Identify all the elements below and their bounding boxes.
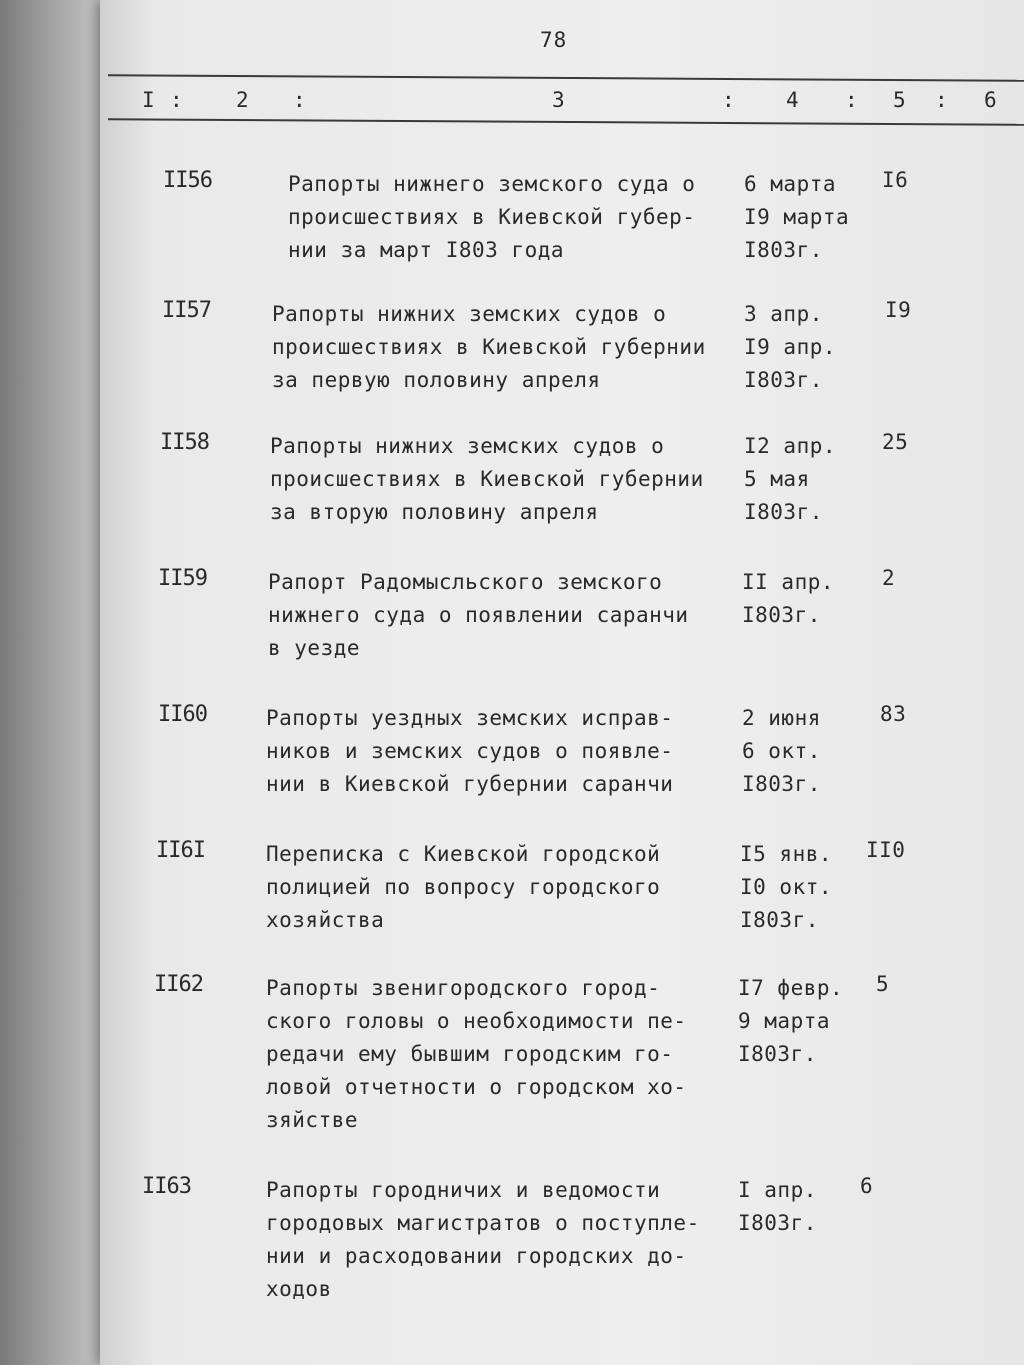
entry-number: II6I: [156, 838, 205, 863]
entry-sheet-count: II0: [866, 838, 906, 862]
entry-number: II57: [162, 298, 211, 323]
entry-title: Переписка с Киевской городской полицией по вопросу городского хозяйства: [266, 842, 661, 932]
entry-dates: I апр. I803г.: [738, 1178, 817, 1235]
column-separator: :: [170, 88, 183, 112]
entry-dates: 6 марта I9 марта I803г.: [744, 172, 850, 262]
entry-sheet-count: 2: [882, 566, 896, 590]
column-header-5: 5: [893, 88, 906, 112]
entry-title: Рапорты городничих и ведомости городовых магистратов о поступле- нии и расходовании городских до- ходов: [266, 1178, 700, 1301]
entry-sheet-count: I9: [885, 298, 912, 322]
entry-dates: I7 февр. 9 марта I803г.: [738, 976, 844, 1066]
entry-number: II63: [142, 1174, 191, 1199]
column-header-1: I: [142, 88, 155, 112]
entry-title: Рапорты нижнего земского суда о происшествиях в Киевской губер- нии за март I803 года: [288, 172, 696, 262]
entry-title: Рапорты нижних земских судов о происшествиях в Киевской губернии за вторую половину апреля: [270, 434, 704, 524]
entry-dates: I2 апр. 5 мая I803г.: [744, 434, 837, 524]
column-header-row: [0, 88, 1024, 120]
book-gutter: [0, 0, 110, 1365]
entry-number: II58: [160, 430, 209, 455]
entry-sheet-count: 83: [880, 702, 907, 726]
entry-number: II60: [158, 702, 207, 727]
entry-title: Рапорты уездных земских исправ- ников и земских судов о появле- нии в Киевской губернии саранчи: [266, 706, 674, 796]
entry-number: II56: [163, 168, 212, 193]
column-header-4: 4: [786, 88, 799, 112]
column-header-3: 3: [552, 88, 565, 112]
entry-sheet-count: I6: [882, 168, 909, 192]
column-separator: :: [845, 88, 858, 112]
entry-dates: 3 апр. I9 апр. I803г.: [744, 302, 837, 392]
column-header-2: 2: [236, 88, 249, 112]
entry-dates: 2 июня 6 окт. I803г.: [742, 706, 821, 796]
column-separator: :: [935, 88, 948, 112]
entry-title: Рапорт Радомысльского земского нижнего суда о появлении саранчи в уезде: [268, 570, 689, 660]
column-header-6: 6: [984, 88, 997, 112]
entry-title: Рапорты звенигородского город- ского головы о необходимости пе- редачи ему бывшим городским го- ловой отчетности о городском хо- зяйстве: [266, 976, 687, 1132]
column-separator: :: [722, 88, 735, 112]
entry-sheet-count: 25: [882, 430, 909, 454]
entry-dates: I5 янв. I0 окт. I803г.: [740, 842, 833, 932]
entry-title: Рапорты нижних земских судов о происшествиях в Киевской губернии за первую половину апреля: [272, 302, 706, 392]
column-separator: :: [293, 88, 306, 112]
entry-number: II59: [158, 566, 207, 591]
page-number: 78: [540, 28, 568, 52]
entry-sheet-count: 5: [876, 972, 890, 996]
entry-number: II62: [154, 972, 203, 997]
entry-sheet-count: 6: [860, 1174, 874, 1198]
entry-dates: II апр. I803г.: [742, 570, 835, 627]
